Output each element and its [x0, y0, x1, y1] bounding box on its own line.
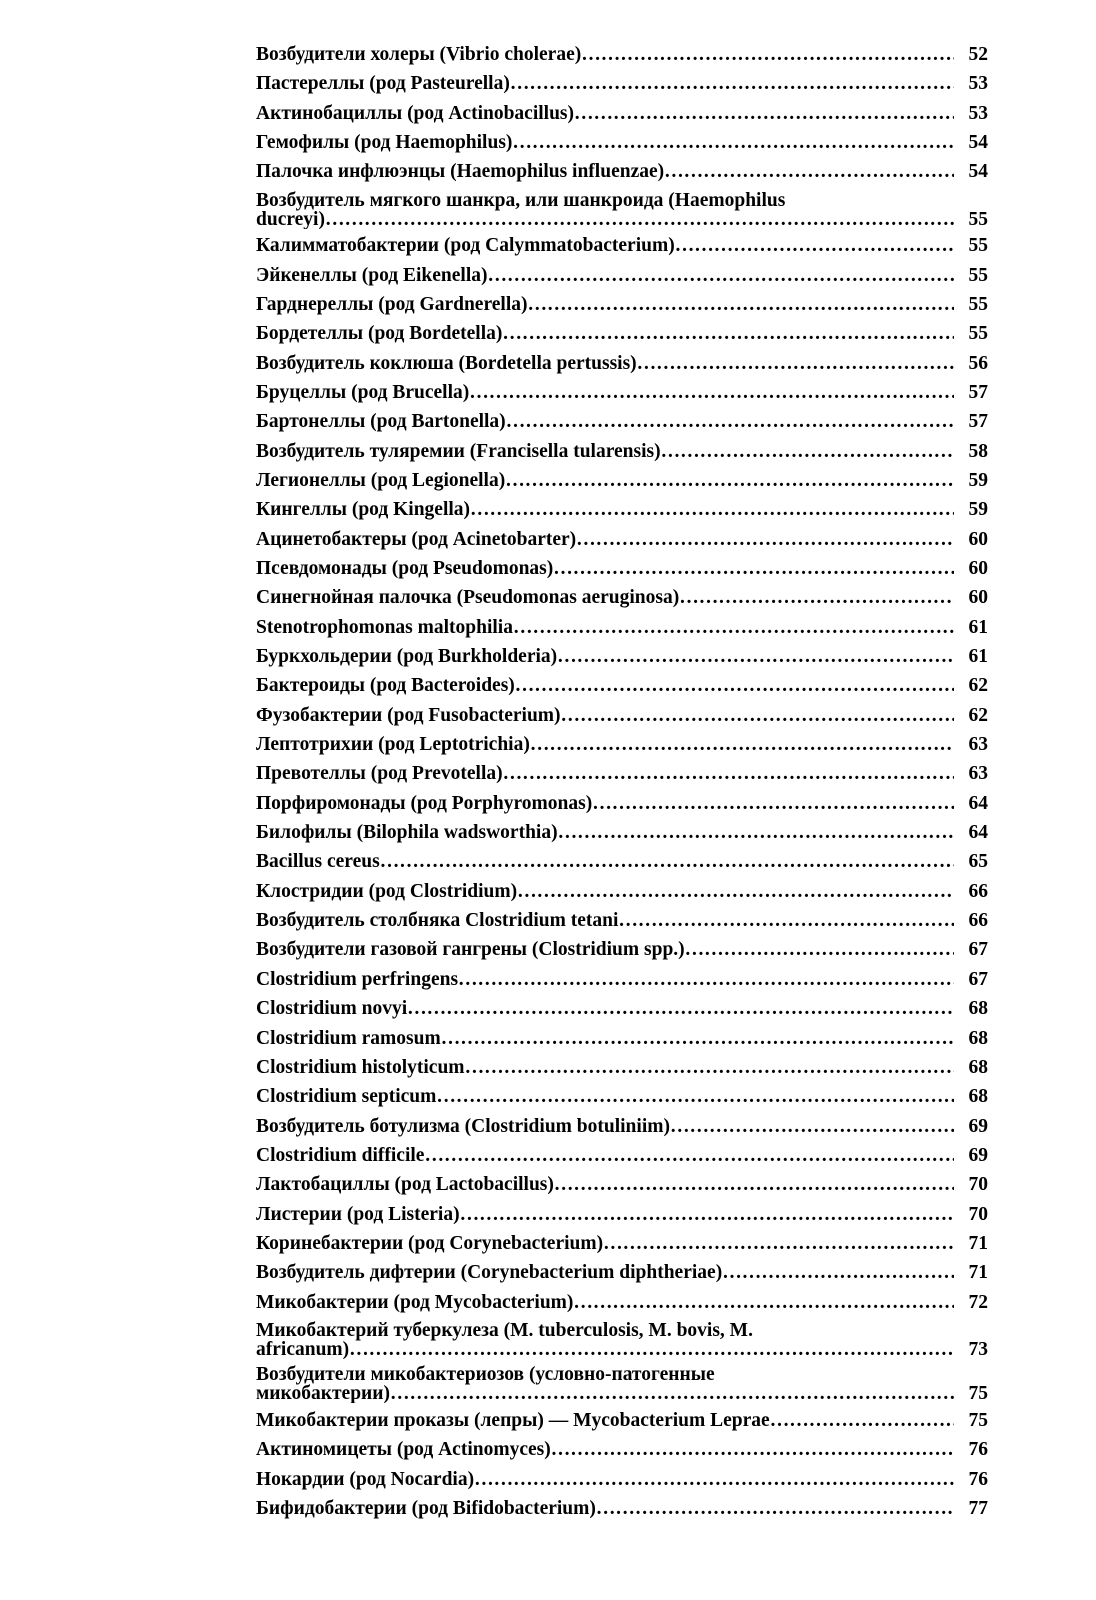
toc-entry-title: Актиномицеты (род Actinomyces) ………………………………………………………………………………………………………………………………………………………………………………………………………… [256, 1439, 954, 1461]
toc-entry[interactable] [256, 1469, 988, 1491]
toc-entry-title: Bacillus cereus ………………………………………………………………………………………………………………………………………………………………………………………………………… [256, 851, 954, 873]
toc-entry-title: Кингеллы (род Kingella) ………………………………………………………………………………………………………………………………………………………………………………………………………… [256, 499, 954, 521]
toc-page-number: 60 [968, 528, 988, 550]
toc-entry-title: Микобактерий туберкулеза (M. tuberculosis, M. bovis, M. africanum) ………………………………………………………………………………………………………………………………………………………………………………………………………… [256, 1321, 954, 1359]
toc-page-number: 71 [968, 1232, 988, 1254]
toc-entry[interactable] [256, 1439, 988, 1461]
toc-entry-title: Возбудитель столбняка Clostridium tetani ………………………………………………………………………………………………………………………………………………………………………………………………………… [256, 910, 954, 932]
toc-page-number: 55 [968, 293, 988, 315]
toc-entry-title: Возбудители холеры (Vibrio cholerae) ………………………………………………………………………………………………………………………………………………………………………………………………………… [256, 44, 954, 66]
toc-page-number: 55 [968, 264, 988, 286]
toc-entry-title: Калимматобактерии (род Calymmatobacterium) ………………………………………………………………………………………………………………………………………………………………………………………………………… [256, 235, 954, 257]
toc-entry-title: Пастереллы (род Pasteurella) ………………………………………………………………………………………………………………………………………………………………………………………………………… [256, 73, 954, 95]
table-of-contents [256, 44, 988, 1527]
toc-page-number: 66 [968, 910, 988, 932]
toc-page-number: 75 [968, 1383, 988, 1405]
toc-page-number: 62 [968, 675, 988, 697]
toc-entry[interactable] [256, 1204, 988, 1226]
toc-entry[interactable] [256, 1262, 988, 1284]
toc-entry[interactable] [256, 1145, 988, 1167]
toc-entry-title: Stenotrophomonas maltophilia ………………………………………………………………………………………………………………………………………………………………………………………………………… [256, 617, 954, 639]
toc-entry-title: Микобактерии проказы (лепры) — Mycobacterium Leprae ………………………………………………………………………………………………………………………………………………………………………………………………………… [256, 1410, 954, 1432]
toc-entry[interactable] [256, 939, 988, 961]
toc-entry-title: Легионеллы (род Legionella) ………………………………………………………………………………………………………………………………………………………………………………………………………… [256, 470, 954, 492]
toc-page-number: 53 [968, 73, 988, 95]
toc-entry-title: Нокардии (род Nocardia) ………………………………………………………………………………………………………………………………………………………………………………………………………… [256, 1469, 954, 1491]
toc-entry-title: Возбудитель туляремии (Francisella tularensis) ………………………………………………………………………………………………………………………………………………………………………………………………………… [256, 441, 954, 463]
toc-entry[interactable] [256, 998, 988, 1020]
toc-entry-title: Синегнойная палочка (Pseudomonas aeruginosa) ………………………………………………………………………………………………………………………………………………………………………………………………………… [256, 587, 954, 609]
toc-page-number: 77 [968, 1497, 988, 1519]
toc-entry-title: Clostridium histolyticum ………………………………………………………………………………………………………………………………………………………………………………………………………… [256, 1057, 954, 1079]
toc-page-number: 69 [968, 1144, 988, 1166]
toc-page-number: 56 [968, 352, 988, 374]
toc-entry[interactable] [256, 294, 988, 316]
toc-entry-title: Клостридии (род Clostridium) ………………………………………………………………………………………………………………………………………………………………………………………………………… [256, 881, 954, 903]
toc-page-number: 67 [968, 939, 988, 961]
toc-entry-title: Лактобациллы (род Lactobacillus) ………………………………………………………………………………………………………………………………………………………………………………………………………… [256, 1174, 954, 1196]
toc-entry[interactable] [256, 851, 988, 873]
toc-entry[interactable] [256, 587, 988, 609]
toc-page-number: 54 [968, 132, 988, 154]
toc-page-number: 57 [968, 381, 988, 403]
toc-entry[interactable] [256, 161, 988, 183]
toc-entry-title: Гемофилы (род Haemophilus) ………………………………………………………………………………………………………………………………………………………………………………………………………… [256, 132, 954, 154]
toc-entry-title: Возбудители газовой гангрены (Clostridium spp.) ………………………………………………………………………………………………………………………………………………………………………………………………………… [256, 939, 954, 961]
toc-page-number: 53 [968, 102, 988, 124]
toc-entry[interactable] [256, 793, 988, 815]
toc-entry-title: Clostridium ramosum ………………………………………………………………………………………………………………………………………………………………………………………………………… [256, 1028, 954, 1050]
toc-page-number: 71 [968, 1262, 988, 1284]
toc-entry[interactable] [256, 1057, 988, 1079]
toc-entry-title: Возбудитель дифтерии (Corynebacterium diphtheriae) ………………………………………………………………………………………………………………………………………………………………………………………………………… [256, 1262, 954, 1284]
toc-entry[interactable] [256, 881, 988, 903]
toc-entry-title: Превотеллы (род Prevotella) ………………………………………………………………………………………………………………………………………………………………………………………………………… [256, 763, 954, 785]
toc-page-number: 76 [968, 1439, 988, 1461]
toc-entry[interactable] [256, 1365, 988, 1403]
toc-entry-title: Clostridium difficile ………………………………………………………………………………………………………………………………………………………………………………………………………… [256, 1145, 954, 1167]
toc-entry-title: Бартонеллы (род Bartonella) ………………………………………………………………………………………………………………………………………………………………………………………………………… [256, 411, 954, 433]
toc-entry-title: Clostridium novyi ………………………………………………………………………………………………………………………………………………………………………………………………………… [256, 998, 954, 1020]
toc-page-number: 52 [968, 44, 988, 65]
toc-page-number: 73 [968, 1338, 988, 1360]
toc-page-number: 60 [968, 587, 988, 609]
toc-entry[interactable] [256, 617, 988, 639]
toc-page-number: 70 [968, 1203, 988, 1225]
toc-entry[interactable] [256, 734, 988, 756]
toc-entry-title: Фузобактерии (род Fusobacterium) ………………………………………………………………………………………………………………………………………………………………………………………………………… [256, 705, 954, 727]
toc-entry[interactable] [256, 1116, 988, 1138]
toc-entry-title: Коринебактерии (род Corynebacterium) ………………………………………………………………………………………………………………………………………………………………………………………………………… [256, 1233, 954, 1255]
toc-page-number: 65 [968, 851, 988, 873]
toc-entry[interactable] [256, 323, 988, 345]
toc-entry[interactable] [256, 1028, 988, 1050]
toc-entry[interactable] [256, 191, 988, 229]
toc-page-number: 64 [968, 792, 988, 814]
toc-entry[interactable] [256, 646, 988, 668]
toc-entry-title: Возбудитель ботулизма (Clostridium botuliniim) ………………………………………………………………………………………………………………………………………………………………………………………………………… [256, 1116, 954, 1138]
toc-page-number: 64 [968, 822, 988, 844]
toc-page-number: 68 [968, 1086, 988, 1108]
toc-page-number: 72 [968, 1291, 988, 1313]
toc-page-number: 55 [968, 208, 988, 230]
toc-page-number: 75 [968, 1409, 988, 1431]
toc-entry-title: Возбудители микобактериозов (условно-патогенные микобактерии) ………………………………………………………………………………………………………………………………………………………………………………………………………… [256, 1365, 954, 1403]
toc-page-number: 57 [968, 411, 988, 433]
toc-page-number: 68 [968, 1027, 988, 1049]
toc-entry[interactable] [256, 44, 988, 66]
toc-page-number: 63 [968, 734, 988, 756]
toc-page-number: 61 [968, 616, 988, 638]
toc-entry[interactable] [256, 1233, 988, 1255]
toc-entry[interactable] [256, 763, 988, 785]
toc-page-number: 58 [968, 440, 988, 462]
toc-entry[interactable] [256, 353, 988, 375]
toc-entry-title: Бактероиды (род Bacteroides) ………………………………………………………………………………………………………………………………………………………………………………………………………… [256, 675, 954, 697]
toc-page-number: 55 [968, 323, 988, 345]
toc-entry[interactable] [256, 132, 988, 154]
toc-page-number: 62 [968, 704, 988, 726]
toc-entry-title: Актинобациллы (род Actinobacillus) ………………………………………………………………………………………………………………………………………………………………………………………………………… [256, 103, 954, 125]
toc-entry-title: Эйкенеллы (род Eikenella) ………………………………………………………………………………………………………………………………………………………………………………………………………… [256, 265, 954, 287]
toc-entry[interactable] [256, 499, 988, 521]
toc-entry-title: Порфиромонады (род Porphyromonas) ………………………………………………………………………………………………………………………………………………………………………………………………………… [256, 793, 954, 815]
toc-entry[interactable] [256, 705, 988, 727]
toc-entry-title: Ацинетобактеры (род Acinetobarter) ………………………………………………………………………………………………………………………………………………………………………………………………………… [256, 529, 954, 551]
toc-entry[interactable] [256, 969, 988, 991]
toc-entry[interactable] [256, 1174, 988, 1196]
toc-entry[interactable] [256, 529, 988, 551]
toc-entry-title: Бордетеллы (род Bordetella) ………………………………………………………………………………………………………………………………………………………………………………………………………… [256, 323, 954, 345]
toc-entry-title: Гарднереллы (род Gardnerella) ………………………………………………………………………………………………………………………………………………………………………………………………………… [256, 294, 954, 316]
toc-entry[interactable] [256, 265, 988, 287]
toc-page-number: 59 [968, 469, 988, 491]
toc-page-number: 69 [968, 1115, 988, 1137]
toc-entry-title: Палочка инфлюэнцы (Haemophilus influenzae) ………………………………………………………………………………………………………………………………………………………………………………………………………… [256, 161, 954, 183]
toc-page-number: 63 [968, 763, 988, 785]
toc-entry[interactable] [256, 675, 988, 697]
toc-entry-title: Лептотрихии (род Leptotrichia) ………………………………………………………………………………………………………………………………………………………………………………………………………… [256, 734, 954, 756]
toc-entry-title: Clostridium perfringens ………………………………………………………………………………………………………………………………………………………………………………………………………… [256, 969, 954, 991]
toc-entry-title: Буркхольдерии (род Burkholderia) ………………………………………………………………………………………………………………………………………………………………………………………………………… [256, 646, 954, 668]
toc-entry-title: Clostridium septicum ………………………………………………………………………………………………………………………………………………………………………………………………………… [256, 1086, 954, 1108]
toc-entry[interactable] [256, 1498, 988, 1520]
toc-entry[interactable] [256, 1086, 988, 1108]
toc-page-number: 59 [968, 499, 988, 521]
toc-entry[interactable] [256, 441, 988, 463]
toc-entry-title: Бифидобактерии (род Bifidobacterium) ………………………………………………………………………………………………………………………………………………………………………………………………………… [256, 1498, 954, 1520]
toc-page-number: 68 [968, 998, 988, 1020]
toc-entry-title: Микобактерии (род Mycobacterium) ………………………………………………………………………………………………………………………………………………………………………………………………………… [256, 1292, 954, 1314]
toc-entry[interactable] [256, 470, 988, 492]
toc-entry[interactable] [256, 1292, 988, 1314]
toc-entry[interactable] [256, 235, 988, 257]
toc-page-number: 68 [968, 1056, 988, 1078]
toc-entry[interactable] [256, 103, 988, 125]
toc-entry[interactable] [256, 1410, 988, 1432]
toc-entry[interactable] [256, 411, 988, 433]
toc-page-number: 55 [968, 235, 988, 257]
toc-entry[interactable] [256, 382, 988, 404]
toc-entry[interactable] [256, 558, 988, 580]
toc-page-number: 60 [968, 558, 988, 579]
toc-entry-title: Возбудитель коклюша (Bordetella pertussis) ………………………………………………………………………………………………………………………………………………………………………………………………………… [256, 353, 954, 375]
toc-entry[interactable] [256, 73, 988, 95]
toc-entry-title: Листерии (род Listeria) ………………………………………………………………………………………………………………………………………………………………………………………………………… [256, 1204, 954, 1226]
toc-page-number: 54 [968, 161, 988, 183]
toc-entry[interactable] [256, 910, 988, 932]
toc-page-number: 66 [968, 880, 988, 902]
toc-entry-title: Возбудитель мягкого шанкра, или шанкроида (Haemophilus ducreyi) ………………………………………………………………………………………………………………………………………………………………………………………………………… [256, 191, 954, 229]
toc-entry[interactable] [256, 1321, 988, 1359]
toc-entry-title: Бруцеллы (род Brucella) ………………………………………………………………………………………………………………………………………………………………………………………………………… [256, 382, 954, 404]
toc-entry[interactable] [256, 822, 988, 844]
toc-page-number: 61 [968, 646, 988, 668]
toc-entry-title: Псевдомонады (род Pseudomonas) ………………………………………………………………………………………………………………………………………………………………………………………………………… [256, 558, 954, 580]
toc-entry-title: Билофилы (Bilophila wadsworthia) ………………………………………………………………………………………………………………………………………………………………………………………………………… [256, 822, 954, 844]
toc-page-number: 70 [968, 1174, 988, 1196]
toc-page-number: 76 [968, 1468, 988, 1490]
toc-page-number: 67 [968, 968, 988, 990]
